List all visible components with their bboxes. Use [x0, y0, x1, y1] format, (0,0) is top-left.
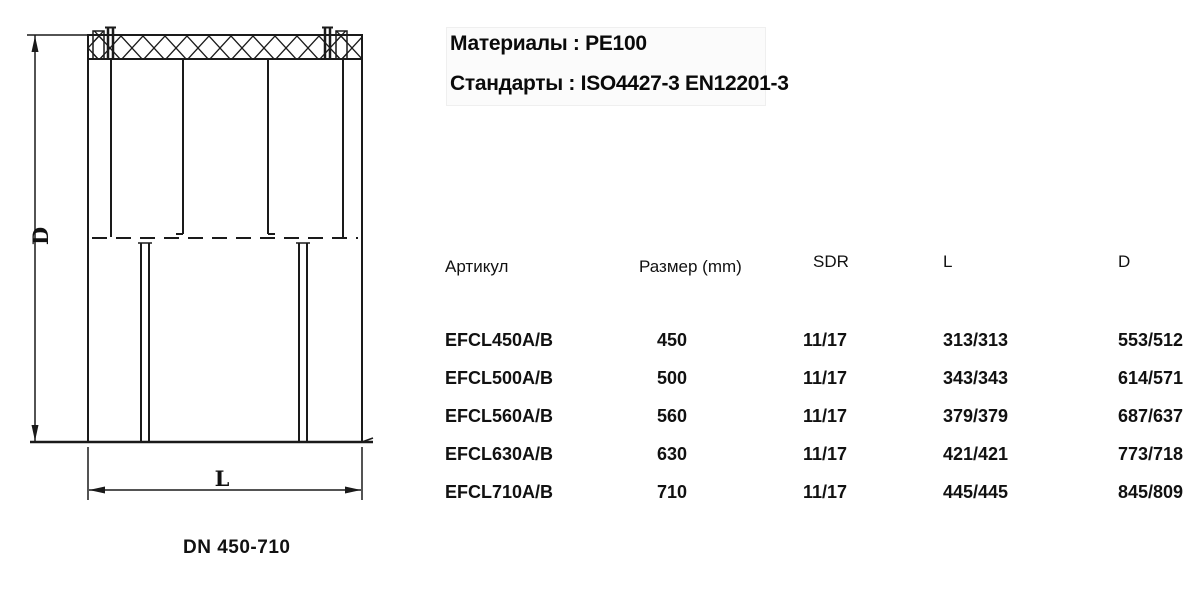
cell-sdr: 11/17 [803, 406, 848, 426]
col-header-l: L [943, 252, 953, 271]
cell-l: 343/343 [943, 368, 1009, 388]
cell-d: 553/512 [1118, 330, 1184, 350]
cell-d: 773/718 [1118, 444, 1184, 464]
table-row [0, 444, 1200, 468]
table-row [0, 368, 1200, 392]
table-row [0, 482, 1200, 506]
coupler-band-hatched [88, 35, 362, 59]
cell-d: 687/637 [1118, 406, 1184, 426]
cell-artikul: EFCL560A/B [445, 406, 554, 426]
cell-razmer: 710 [657, 482, 688, 502]
cell-l: 379/379 [943, 406, 1009, 426]
cell-sdr: 11/17 [803, 444, 848, 464]
cell-razmer: 500 [657, 368, 688, 388]
cell-artikul: EFCL630A/B [445, 444, 554, 464]
cell-l: 445/445 [943, 482, 1009, 502]
dim-label-d: D [28, 226, 53, 246]
cell-sdr: 11/17 [803, 368, 848, 388]
cell-d: 614/571 [1118, 368, 1184, 388]
arrow-up-icon [32, 36, 39, 52]
cell-sdr: 11/17 [803, 482, 848, 502]
cell-artikul: EFCL710A/B [445, 482, 554, 502]
materials-line: Материалы : PE100 [450, 32, 647, 55]
col-header-artikul: Артикул [445, 257, 509, 276]
fusion-terminal-left-icon [93, 27, 116, 59]
cell-razmer: 450 [657, 330, 688, 350]
col-header-razmer: Размер (mm) [639, 257, 742, 276]
col-header-d: D [1118, 252, 1131, 271]
cell-l: 313/313 [943, 330, 1009, 350]
col-header-sdr: SDR [813, 252, 849, 271]
table-row [0, 406, 1200, 430]
cell-d: 845/809 [1118, 482, 1184, 502]
table-header-row [0, 252, 1200, 281]
cell-artikul: EFCL500A/B [445, 368, 554, 388]
table-row [0, 330, 1200, 354]
cell-artikul: EFCL450A/B [445, 330, 554, 350]
standards-line: Стандарты : ISO4427-3 EN12201-3 [450, 72, 789, 95]
dim-label-l: L [214, 466, 230, 491]
cell-l: 421/421 [943, 444, 1009, 464]
cell-sdr: 11/17 [803, 330, 848, 350]
cell-razmer: 560 [657, 406, 688, 426]
cell-razmer: 630 [657, 444, 688, 464]
drawing-caption: DN 450-710 [183, 537, 291, 558]
